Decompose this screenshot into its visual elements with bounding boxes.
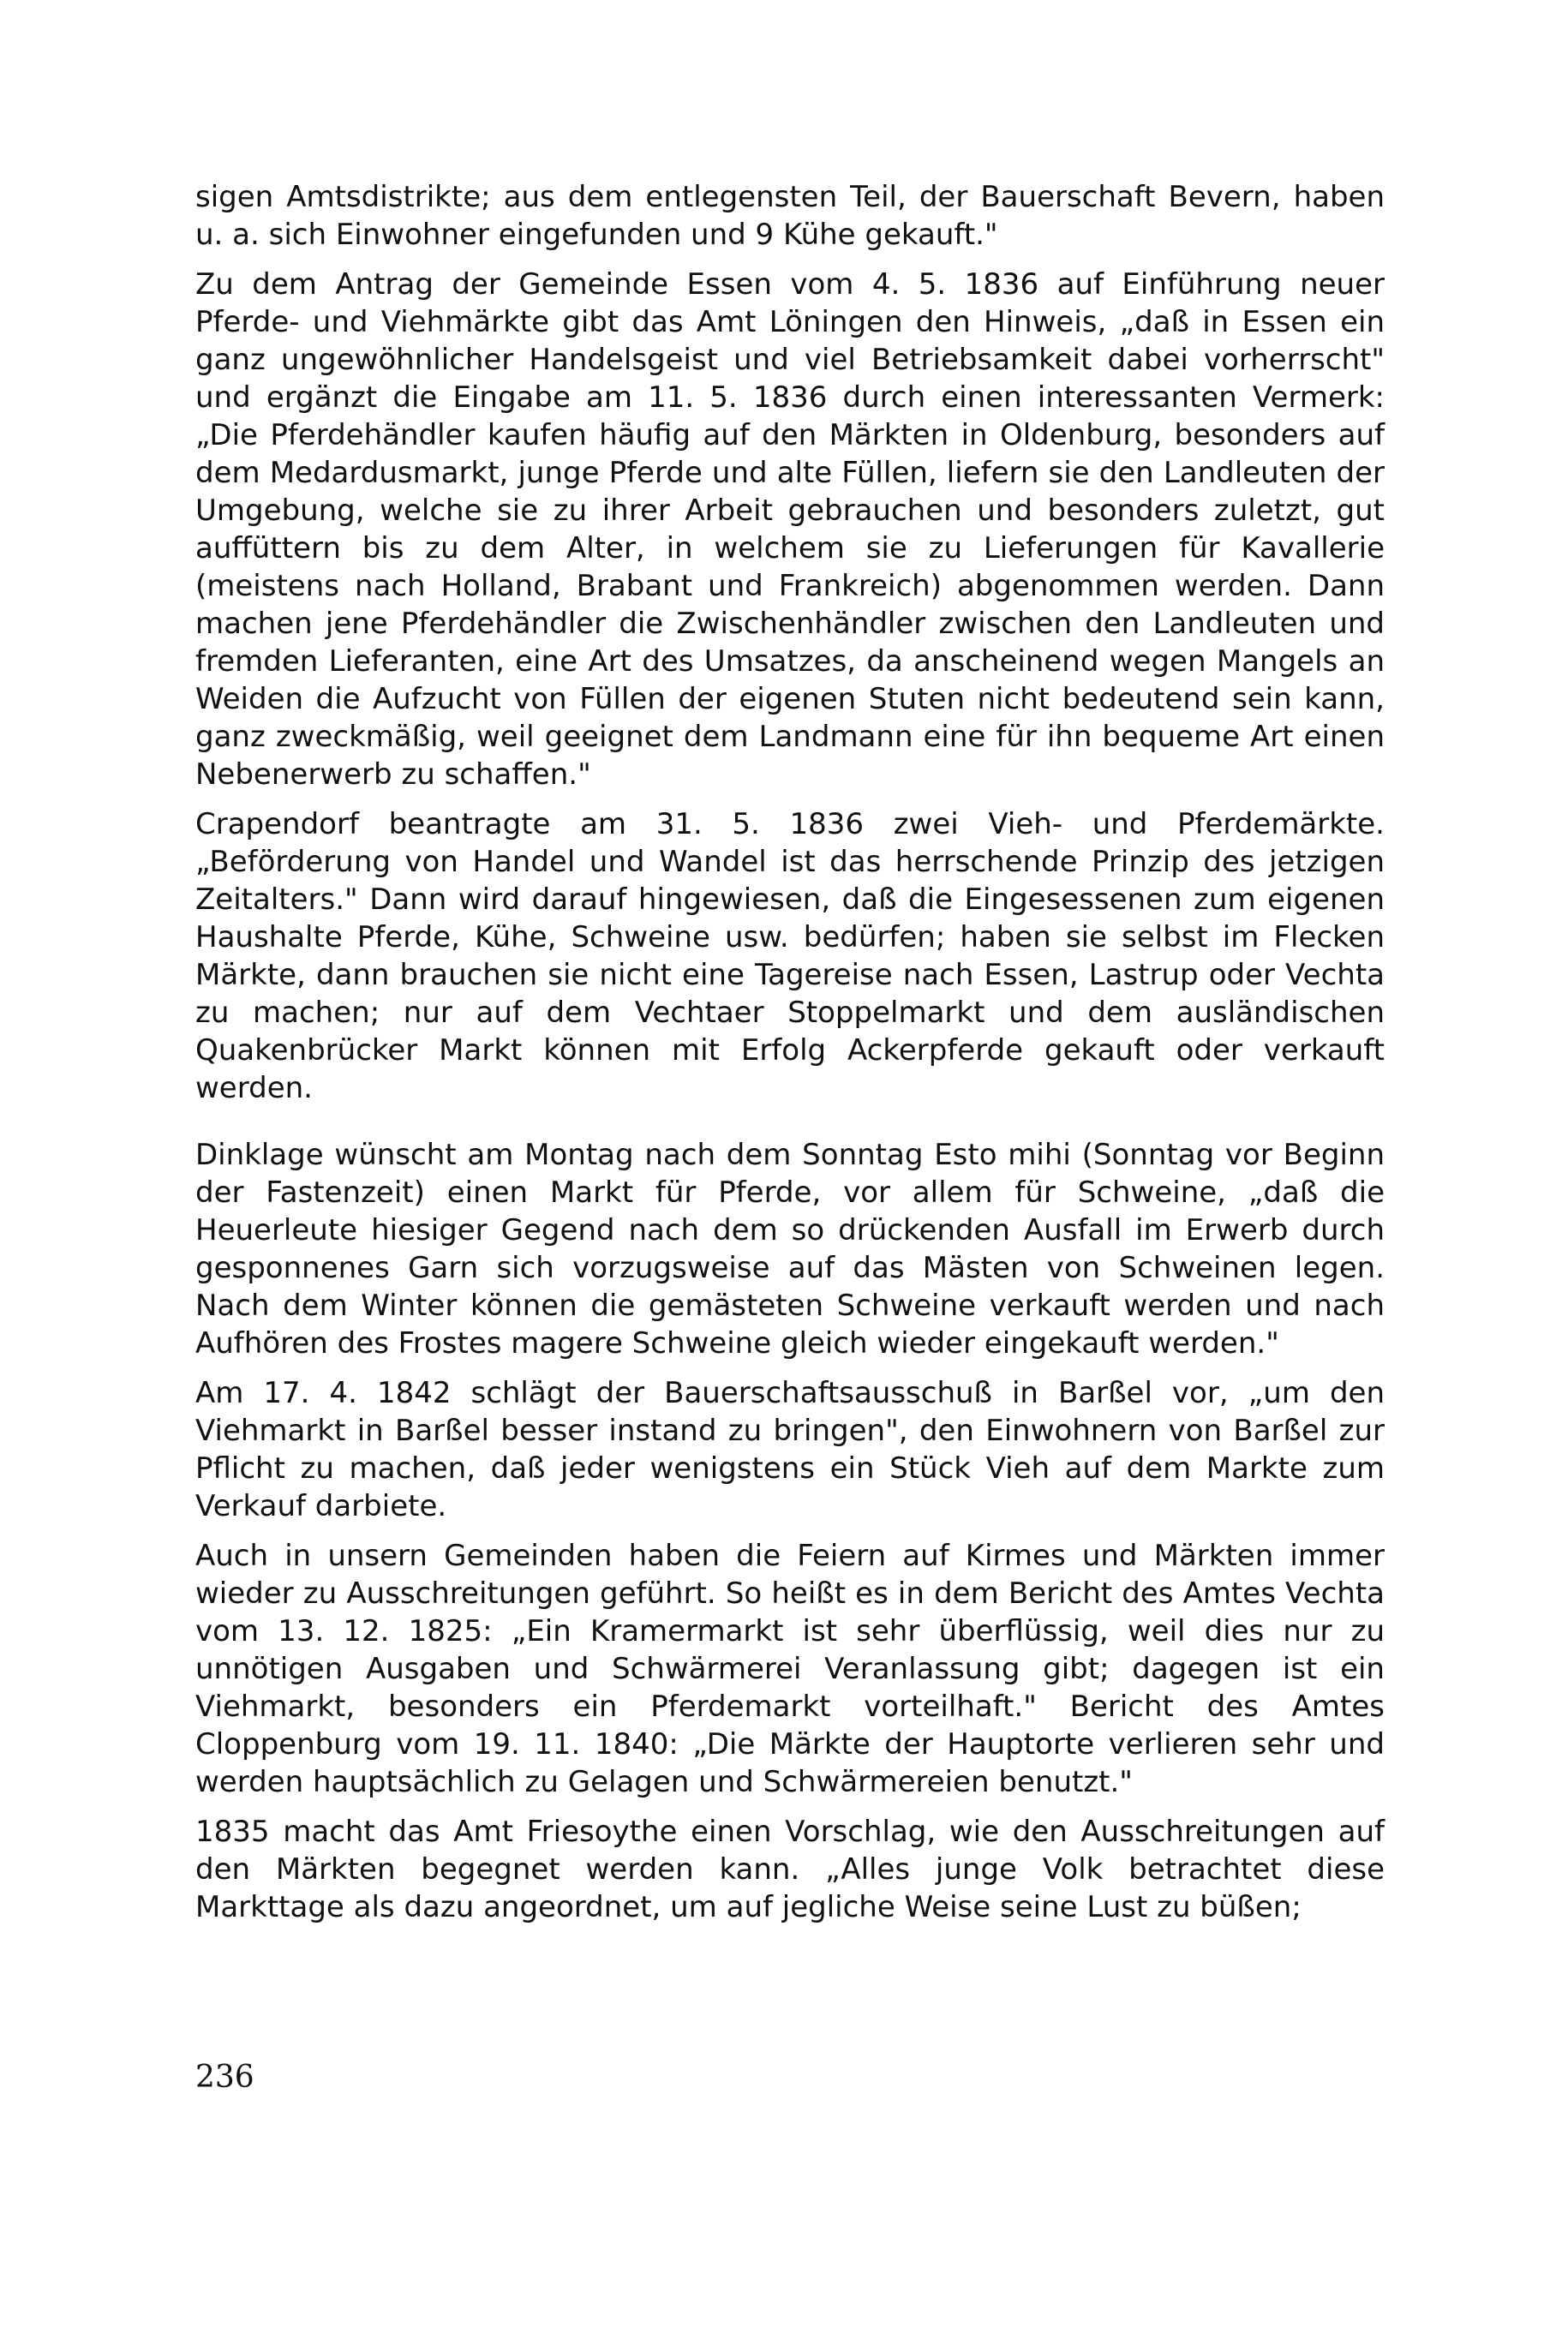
- paragraph-5: Am 17. 4. 1842 schlägt der Bauerschaftsausschuß in Barßel vor, „um den Viehmarkt in Barßel besser instand zu bringen", den Einwohnern von Barßel zur Pflicht zu machen, daß jeder wenigstens ein Stück Vieh auf dem Markte zum Verkauf darbiete.: [195, 1376, 1385, 1523]
- paragraph-3: Crapendorf beantragte am 31. 5. 1836 zwei Vieh- und Pferdemärkte. „Beförderung von Handel und Wandel ist das herrschende Prinzip des jetzigen Zeitalters." Dann wird darauf hingewiesen, daß die Eingesessenen zum eigenen Haushalte Pferde, Kühe, Schweine usw. bedürfen; haben sie selbst im Flecken Märkte, dann brauchen sie nicht eine Tagereise nach Essen, Lastrup oder Vechta zu machen; nur auf dem Vechtaer Stoppelmarkt und dem ausländischen Quakenbrücker Markt können mit Erfolg Ackerpferde gekauft oder verkauft werden.: [195, 807, 1385, 1105]
- paragraph-2: Zu dem Antrag der Gemeinde Essen vom 4. 5. 1836 auf Einführung neuer Pferde- und Viehmärkte gibt das Amt Löningen den Hinweis, „daß in Essen ein ganz ungewöhnlicher Handelsgeist und viel Betriebsamkeit dabei vorherrscht" und ergänzt die Eingabe am 11. 5. 1836 durch einen interessanten Vermerk: „Die Pferdehändler kaufen häufig auf den Märkten in Oldenburg, besonders auf dem Medardusmarkt, junge Pferde und alte Füllen, liefern sie den Landleuten der Umgebung, welche sie zu ihrer Arbeit gebrauchen und besonders zuletzt, gut auffüttern bis zu dem Alter, in welchem sie zu Lieferungen für Kavallerie (meistens nach Holland, Brabant und Frankreich) abgenommen werden. Dann machen jene Pferdehändler die Zwischenhändler zwischen den Landleuten und fremden Lieferanten, eine Art des Umsatzes, da anscheinend wegen Mangels an Weiden die Aufzucht von Füllen der eigenen Stuten nicht bedeutend sein kann, ganz zweckmäßig, weil geeignet dem Landmann eine für ihn bequeme Art einen Nebenerwerb zu schaffen.": [195, 267, 1385, 792]
- paragraph-7: 1835 macht das Amt Friesoythe einen Vorschlag, wie den Ausschreitungen auf den Märkten begegnet werden kann. „Alles junge Volk betrachtet diese Markttage als dazu angeordnet, um auf jegliche Weise seine Lust zu büßen;: [195, 1815, 1385, 1924]
- body-text: [195, 178, 1385, 1938]
- paragraph-6: Auch in unsern Gemeinden haben die Feiern auf Kirmes und Märkten immer wieder zu Ausschreitungen geführt. So heißt es in dem Bericht des Amtes Vechta vom 13. 12. 1825: „Ein Kramermarkt ist sehr überflüssig, weil dies nur zu unnötigen Ausgaben und Schwärmerei Veranlassung gibt; dagegen ist ein Viehmarkt, besonders ein Pferdemarkt vorteilhaft." Bericht des Amtes Cloppenburg vom 19. 11. 1840: „Die Märkte der Hauptorte verlieren sehr und werden hauptsächlich zu Gelagen und Schwärmereien benutzt.": [195, 1539, 1385, 1799]
- paragraph-1: sigen Amtsdistrikte; aus dem entlegensten Teil, der Bauerschaft Bevern, haben u. a. sich Einwohner eingefunden und 9 Kühe gekauft.": [195, 180, 1385, 252]
- paragraph-4: Dinklage wünscht am Montag nach dem Sonntag Esto mihi (Sonntag vor Beginn der Fastenzeit) einen Markt für Pferde, vor allem für Schweine, „daß die Heuerleute hiesiger Gegend nach dem so drückenden Ausfall im Erwerb durch gesponnenes Garn sich vorzugsweise auf das Mästen von Schweinen legen. Nach dem Winter können die gemästeten Schweine verkauft werden und nach Aufhören des Frostes magere Schweine gleich wieder eingekauft werden.": [195, 1138, 1385, 1361]
- page-number: 236: [195, 2060, 254, 2095]
